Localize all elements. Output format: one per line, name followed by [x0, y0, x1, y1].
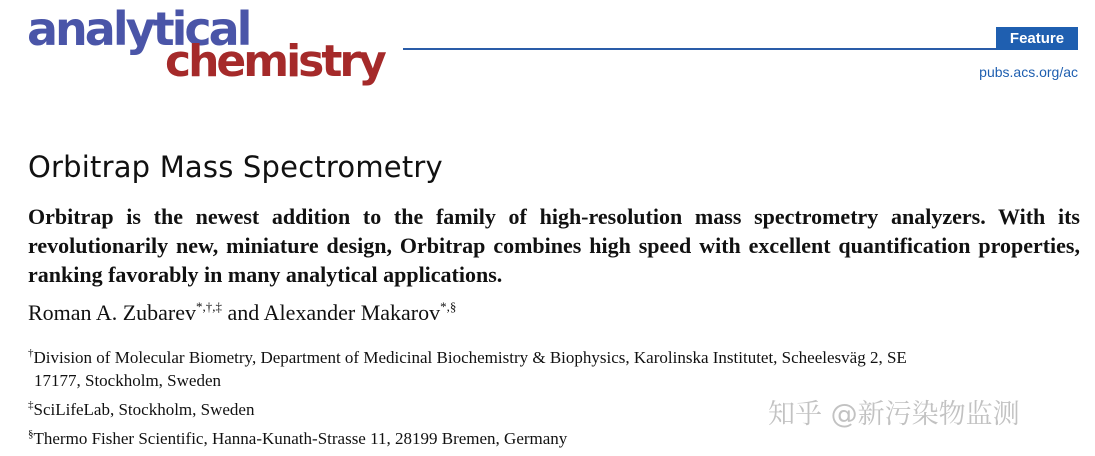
- journal-url-link[interactable]: pubs.acs.org/ac: [979, 64, 1078, 80]
- author-marks: *,†,‡: [196, 299, 223, 314]
- affiliation-item: [28, 346, 1068, 392]
- logo-word-chemistry: chemistry: [165, 36, 384, 87]
- author-name: Alexander Makarov: [263, 300, 441, 325]
- article-title: Orbitrap Mass Spectrometry: [28, 150, 443, 184]
- author-name: Roman A. Zubarev: [28, 300, 197, 325]
- journal-logo: [27, 2, 387, 88]
- affiliation-mark: †: [28, 347, 34, 359]
- article-abstract: Orbitrap is the newest addition to the family of high-resolution mass spectrometry analyzers. With its revolutionarily new, miniature design, Orbitrap combines high speed with excellent quantification properties, ranking favorably in many analytical applications.: [28, 204, 1080, 287]
- section-tag: Feature: [996, 27, 1078, 50]
- affiliation-text: SciLifeLab, Stockholm, Sweden: [33, 400, 255, 419]
- zhihu-watermark: 知乎 @新污染物监测: [768, 399, 1020, 430]
- author-joiner: and: [222, 300, 264, 325]
- affiliation-mark: ‡: [28, 399, 34, 411]
- author-marks: *,§: [440, 299, 457, 314]
- logo-word-analytical: analytical: [27, 2, 250, 56]
- header-divider: [403, 48, 1078, 50]
- affiliation-text: Division of Molecular Biometry, Department of Medicinal Biochemistry & Biophysics, Karolinska Institutet, Scheelesväg 2, SE: [33, 348, 907, 367]
- affiliation-text: Thermo Fisher Scientific, Hanna-Kunath-Strasse 11, 28199 Bremen, Germany: [33, 429, 568, 448]
- affiliation-mark: §: [28, 428, 34, 440]
- author-list: [28, 300, 456, 326]
- affiliation-text-continued: 17177, Stockholm, Sweden: [34, 371, 221, 390]
